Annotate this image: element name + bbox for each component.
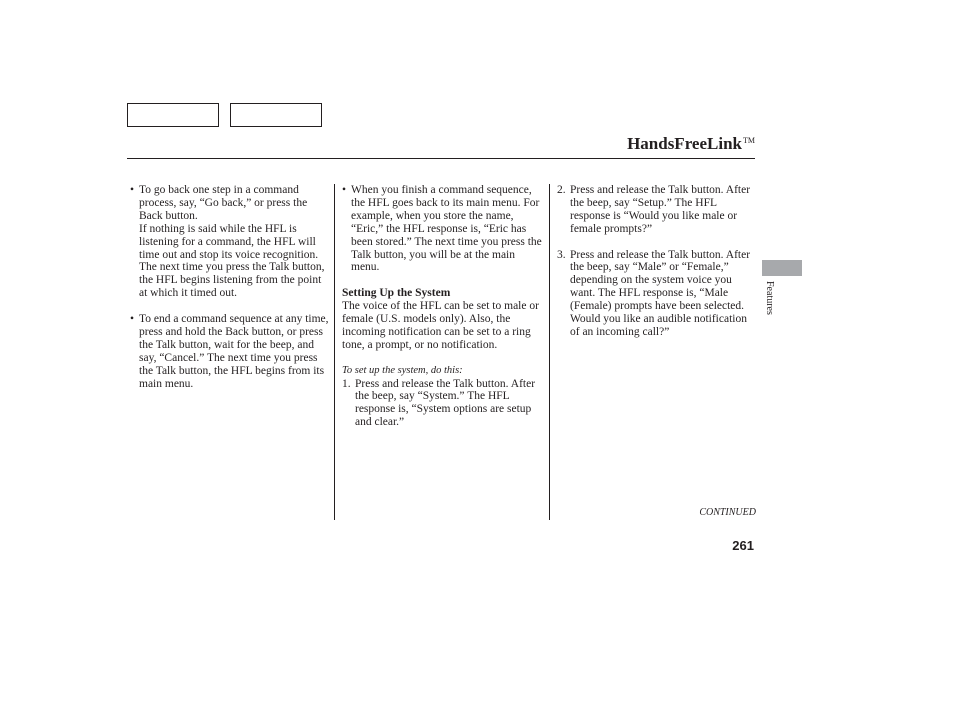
section-label: Features: [764, 281, 775, 315]
column-1: [130, 184, 332, 390]
column-3: [557, 184, 755, 339]
step-item: [342, 378, 542, 430]
step-text: Press and release the Talk button. After the beep, say “Male” or “Female,” depending on the system voice you want. The HFL response is, “Male (Female) prompts have been selected. Would you like an audible notification of an incoming call?”: [570, 248, 751, 338]
steps-intro: To set up the system, do this:: [342, 364, 463, 376]
step-number: 2.: [557, 184, 566, 196]
bullet-text: To end a command sequence at any time, press and hold the Back button, or press the Talk button, wait for the beep, and say, “Cancel.” The next time you press the Talk button, the HFL begins from its main menu.: [139, 313, 329, 390]
column-divider-1: [334, 184, 335, 520]
step-text: Press and release the Talk button. After the beep, say “System.” The HFL response is, “System options are setup and clear.”: [355, 377, 536, 429]
step-text: Press and release the Talk button. After the beep, say “Setup.” The HFL response is “Would you like male or female prompts?”: [570, 184, 751, 235]
section-body: The voice of the HFL can be set to male or female (U.S. models only). Also, the incoming notification can be set to a ring tone, a prompt, or no notification.: [342, 300, 539, 351]
list-item: [130, 184, 332, 300]
section-tab[interactable]: [762, 260, 802, 276]
list-item: [342, 184, 542, 274]
bullet-marker: •: [342, 184, 347, 196]
page-title-text: HandsFreeLink: [627, 134, 742, 153]
section-heading: Setting Up the System: [342, 287, 451, 300]
step-item: [557, 184, 755, 236]
header-rule: [127, 158, 755, 159]
step-number: 1.: [342, 377, 351, 390]
bullet-text: When you finish a command sequence, the HFL goes back to its main menu. For example, when you store the name, “Eric,” the HFL response is, “Eric has been stored.” The next time you press the Talk button, you will be at the main menu.: [351, 184, 542, 274]
continued-label: CONTINUED: [699, 507, 756, 518]
step-number: 3.: [557, 248, 566, 261]
bullet-text: To go back one step in a command process, say, “Go back,” or press the Back button.: [139, 184, 308, 222]
nav-button-table-of-contents[interactable]: [230, 103, 322, 127]
list-item: [130, 313, 332, 390]
column-2: [342, 184, 542, 429]
page-title: [627, 134, 755, 154]
bullet-marker: •: [130, 184, 135, 196]
page-number: 261: [732, 538, 754, 553]
bullet-marker: •: [130, 313, 135, 326]
step-item: [557, 249, 755, 339]
column-divider-2: [549, 184, 550, 520]
nav-button-main-menu[interactable]: [127, 103, 219, 127]
bullet-continuation: If nothing is said while the HFL is listening for a command, the HFL will time out and stop its voice recognition. The next time you press the Talk button, the HFL begins listening from the point at which it timed out.: [139, 222, 325, 300]
trademark-mark: TM: [743, 136, 755, 145]
